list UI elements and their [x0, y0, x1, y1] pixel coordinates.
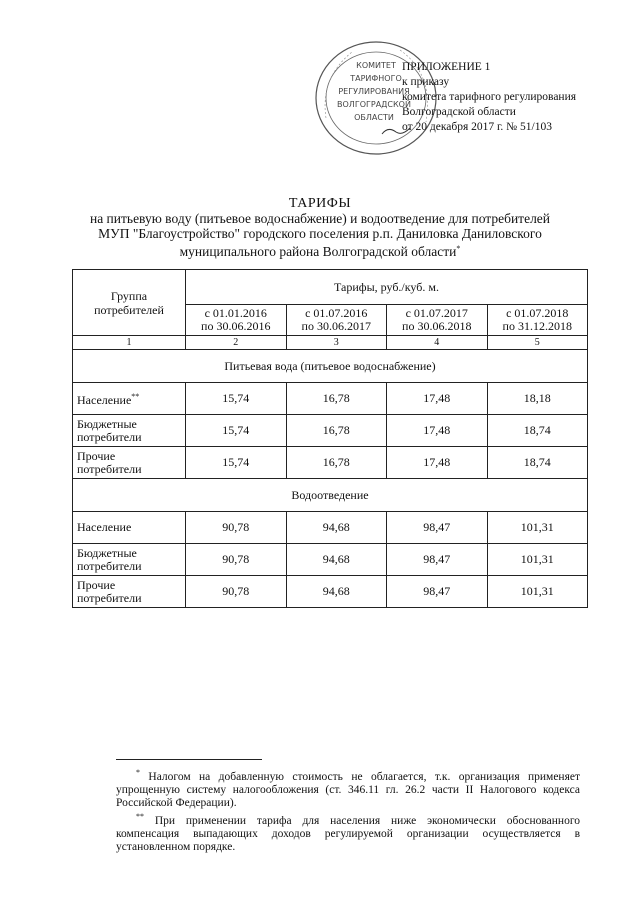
appendix-title: ПРИЛОЖЕНИЕ 1: [402, 61, 491, 73]
group-name: Бюджетные потребители: [73, 415, 186, 447]
header-group: Группа потребителей: [73, 270, 186, 336]
column-number: 1: [73, 336, 186, 350]
column-number: 2: [186, 336, 287, 350]
header-period-2: с 01.07.2016 по 30.06.2017: [286, 305, 387, 336]
footnote-2: ** При применении тарифа для населения ниже экономически обоснованного компенсация выпадающих доходов регулируемой организации осуществляется в установленном порядке.: [116, 812, 580, 853]
tariff-value: 18,74: [487, 415, 588, 447]
section-title-wastewater: Водоотведение: [73, 479, 588, 512]
tariff-value: 15,74: [186, 383, 287, 415]
group-name: Бюджетные потребители: [73, 544, 186, 576]
document-title: [60, 196, 580, 259]
tariff-value: 18,18: [487, 383, 588, 415]
footnote-separator: [116, 759, 262, 760]
title-line-2: МУП "Благоустройство" городского поселения р.п. Даниловка Даниловского: [98, 226, 542, 241]
tariff-value: 15,74: [186, 447, 287, 479]
tariff-value: 94,68: [286, 576, 387, 608]
tariff-value: 16,78: [286, 415, 387, 447]
tariff-value: 101,31: [487, 512, 588, 544]
table-row: [73, 512, 588, 544]
tariff-value: 90,78: [186, 544, 287, 576]
appendix-date-number: от 20 декабря 2017 г. № 51/103: [402, 121, 552, 133]
appendix-committee: комитета тарифного регулирования: [402, 91, 577, 103]
group-name: Прочие потребители: [73, 576, 186, 608]
header-tariffs: Тарифы, руб./куб. м.: [186, 270, 588, 305]
footnotes: [116, 766, 580, 854]
table-row: [73, 415, 588, 447]
group-name: Прочие потребители: [73, 447, 186, 479]
tariffs-table: [72, 269, 588, 608]
tariff-value: 15,74: [186, 415, 287, 447]
column-number: 5: [487, 336, 588, 350]
header-period-4: с 01.07.2018 по 31.12.2018: [487, 305, 588, 336]
tariff-value: 98,47: [387, 512, 488, 544]
tariff-value: 94,68: [286, 544, 387, 576]
table-row: [73, 383, 588, 415]
title-line-1: на питьевую воду (питьевое водоснабжение) и водоотведение для потребителей: [89, 211, 551, 226]
table-row: [73, 447, 588, 479]
appendix-order-ref: к приказу: [402, 76, 450, 88]
table-row: [73, 576, 588, 608]
tariff-value: 17,48: [387, 447, 488, 479]
tariff-value: 90,78: [186, 512, 287, 544]
tariff-value: 98,47: [387, 576, 488, 608]
tariff-value: 101,31: [487, 576, 588, 608]
table-row: [73, 544, 588, 576]
tariff-value: 16,78: [286, 383, 387, 415]
footnote-mark-1: *: [456, 244, 461, 253]
stamp-line-5: ОБЛАСТИ: [354, 113, 394, 122]
stamp-line-1: КОМИТЕТ: [356, 61, 396, 70]
stamp-line-3: РЕГУЛИРОВАНИЯ: [338, 87, 410, 96]
footnote-1: * Налогом на добавленную стоимость не облагается, т.к. организация применяет упрощенную систему налогообложения (ст. 346.11 гл. 26.2 части II Налогового кодекса Российской Федерации).: [116, 768, 581, 809]
header-period-1: с 01.01.2016 по 30.06.2016: [186, 305, 287, 336]
tariff-value: 18,74: [487, 447, 588, 479]
tariff-value: 16,78: [286, 447, 387, 479]
title-line-3: муниципального района Волгоградской области*: [179, 244, 461, 259]
appendix-header: [402, 60, 576, 135]
tariff-value: 17,48: [387, 415, 488, 447]
section-title-water: Питьевая вода (питьевое водоснабжение): [73, 350, 588, 383]
title-heading: ТАРИФЫ: [288, 196, 352, 211]
column-number: 3: [286, 336, 387, 350]
column-number: 4: [387, 336, 488, 350]
stamp-line-2: ТАРИФНОГО: [350, 74, 402, 83]
tariff-value: 17,48: [387, 383, 488, 415]
tariff-value: 94,68: [286, 512, 387, 544]
group-name: Население**: [73, 383, 186, 415]
tariff-value: 90,78: [186, 576, 287, 608]
tariff-value: 101,31: [487, 544, 588, 576]
tariff-value: 98,47: [387, 544, 488, 576]
appendix-region: Волгоградской области: [402, 106, 516, 118]
group-name: Население: [73, 512, 186, 544]
footnote-mark-2: **: [131, 392, 140, 401]
stamp-line-4: ВОЛГОГРАДСКОЙ: [337, 100, 411, 109]
header-period-3: с 01.07.2017 по 30.06.2018: [387, 305, 488, 336]
